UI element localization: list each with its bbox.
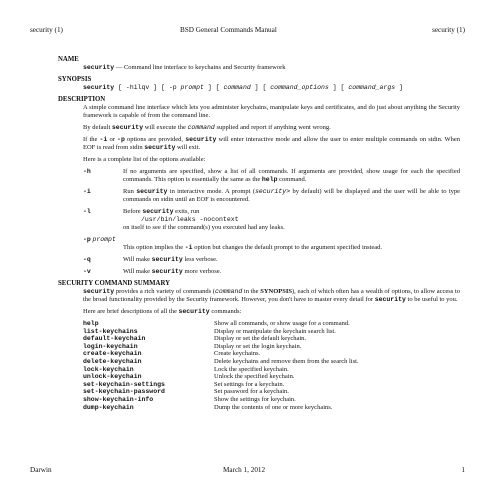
command-desc: Set settings for a keychain. <box>214 380 285 388</box>
command-row <box>83 396 460 404</box>
command-name: create-keychain <box>83 350 142 358</box>
command-row <box>83 388 460 396</box>
cmd-ref: security <box>374 296 406 303</box>
text-line: on itself to see if the command(s) you executed had any leaks. <box>123 224 285 231</box>
text: ), each of which often has a wealth of options, to allow access to the broad functionality provided by the Security framework. However, you don't have to master every detail for <box>83 288 461 303</box>
options-intro: Here is a complete list of the options available: <box>83 156 206 163</box>
text: more verbose. <box>182 268 222 275</box>
text: If the <box>83 136 100 143</box>
name-desc: — Command line interface to keychains and Security framework <box>114 64 286 71</box>
text: If no arguments are specified, show a list of all commands. If arguments are provided, show usage for each the specified commands. This option is essentially the same as the <box>123 168 460 183</box>
header-right: security (1) <box>432 26 465 34</box>
option-key: -p <box>83 236 91 243</box>
commands-intro <box>83 308 460 316</box>
cmd-ref: security <box>144 144 176 151</box>
prompt-ref: security> <box>254 188 291 195</box>
option-key: -i <box>83 188 91 195</box>
command-desc: Delete keychains and remove them from the search list. <box>214 357 359 365</box>
text: or <box>107 136 118 143</box>
command-list <box>60 320 460 411</box>
option-arg: prompt <box>92 236 116 243</box>
synopsis-line <box>83 84 460 92</box>
cmd-ref: security <box>111 124 144 131</box>
command-row <box>83 320 460 328</box>
text: will enter interactive mode and allow the user to enter multiple commands on stdin. When EOF is read from stdin <box>83 136 461 151</box>
command-ref: command <box>187 124 215 131</box>
command-row <box>83 366 460 374</box>
command-name: set-keychain-password <box>83 388 165 396</box>
command-name: dump-keychain <box>83 403 134 411</box>
option-desc <box>123 268 460 276</box>
text: This option implies the <box>123 244 185 251</box>
command-name: default-keychain <box>83 335 146 343</box>
command-desc: Set password for a keychain. <box>214 388 289 396</box>
command-row <box>83 381 460 389</box>
command-ref: command <box>214 288 243 295</box>
synopsis-sep: ] [ <box>203 84 224 91</box>
section-summary-heading: SECURITY COMMAND SUMMARY <box>58 280 171 287</box>
command-row <box>83 373 460 381</box>
text: Run <box>123 188 137 195</box>
header-center: BSD General Commands Manual <box>180 26 277 34</box>
page-footer <box>30 466 465 476</box>
flag-ref: -p <box>117 136 125 143</box>
command-row <box>83 343 460 351</box>
text: will execute the <box>143 124 188 131</box>
code-line: /usr/bin/leaks -nocontext <box>141 216 239 223</box>
synopsis-cmd: security <box>83 84 115 91</box>
description-paragraph: A simple command line interface which lets you administer keychains, manipulate keys and certificates, and do just about anything the Security framework is capable of from the command line. <box>83 104 460 119</box>
option-key: -l <box>83 208 91 215</box>
text: Before <box>123 208 143 215</box>
cmd-ref: security <box>136 188 168 195</box>
option-key: -h <box>83 168 91 175</box>
text: exits, run <box>173 208 200 215</box>
text: command. <box>277 176 307 183</box>
text: options are provided, <box>124 136 186 143</box>
summary-paragraph <box>83 288 460 304</box>
text: less verbose. <box>182 256 218 263</box>
command-name: lock-keychain <box>83 365 134 373</box>
text: Will make <box>123 268 152 275</box>
flag-ref: -i <box>99 136 108 143</box>
text: provides a rich variety of commands ( <box>114 288 215 295</box>
text: will exit. <box>175 144 201 151</box>
name-line <box>83 64 460 72</box>
synopsis-command: command <box>223 84 251 91</box>
cmd-ref: security <box>185 136 217 143</box>
text: supplied and report if anything went wrong. <box>214 124 331 131</box>
footer-left: Darwin <box>30 466 52 474</box>
page-body <box>60 56 460 411</box>
command-name: help <box>83 320 99 327</box>
synopsis-command-args: command_args <box>348 84 396 91</box>
section-synopsis-heading: SYNOPSIS <box>58 76 92 83</box>
section-name-heading: NAME <box>58 56 79 63</box>
synopsis-sep: ] [ <box>328 84 349 91</box>
footer-center: March 1, 2012 <box>223 466 266 474</box>
name-cmd: security <box>83 64 115 71</box>
option-desc <box>123 244 460 252</box>
option-key-line <box>83 236 460 244</box>
command-row <box>83 328 460 336</box>
text: option but changes the default prompt to the argument specified instead. <box>192 244 382 251</box>
option-key: -q <box>83 256 91 263</box>
option-key: -v <box>83 268 91 275</box>
cmd-ref: security <box>142 208 174 215</box>
text: in interactive mode. A prompt ( <box>167 188 255 195</box>
text: by default) will be displayed and the user will be able to type commands on stdin until an EOF is encountered. <box>123 188 460 203</box>
footer-right: 1 <box>461 466 465 474</box>
command-desc: Dump the contents of one or more keychains. <box>214 403 333 411</box>
text: Here are brief descriptions of all the <box>83 308 179 315</box>
command-desc: Show all commands, or show usage for a command. <box>214 320 350 327</box>
option-l <box>83 208 460 232</box>
cmd-ref: security <box>83 288 115 295</box>
command-row <box>83 350 460 358</box>
flag-ref: -i <box>184 244 193 251</box>
description-default-paragraph <box>83 124 460 132</box>
command-name: set-keychain-settings <box>83 380 165 388</box>
synopsis-command-options: command_options <box>270 84 329 91</box>
command-desc: Display or set the default keychain. <box>214 335 307 343</box>
text: commands: <box>209 308 242 315</box>
command-row <box>83 335 460 343</box>
synopsis-flags: [ -hilqv ] [ -p <box>114 84 181 91</box>
section-ref: SYNOPSIS <box>260 288 292 295</box>
command-row <box>83 404 460 412</box>
command-desc: Show the settings for keychain. <box>214 395 296 403</box>
synopsis-sep: ] [ <box>250 84 271 91</box>
header-left: security (1) <box>30 26 63 34</box>
option-desc <box>123 256 460 264</box>
command-name: list-keychains <box>83 327 138 335</box>
option-h <box>83 168 460 184</box>
description-interactive-paragraph <box>83 136 460 152</box>
option-p <box>83 236 460 252</box>
command-name: login-keychain <box>83 342 138 350</box>
page-header <box>30 26 465 36</box>
text-line <box>123 208 460 216</box>
text: to be useful to you. <box>405 296 458 303</box>
option-desc <box>123 188 460 204</box>
command-desc: Display or set the login keychain. <box>214 342 302 350</box>
cmd-ref: security <box>151 256 183 263</box>
command-row <box>83 358 460 366</box>
option-desc <box>123 168 460 184</box>
cmd-ref: security <box>151 268 183 275</box>
synopsis-sep: ] <box>395 84 403 91</box>
option-desc <box>123 208 460 232</box>
command-desc: Display or manipulate the keychain search list. <box>214 327 336 335</box>
command-desc: Lock the specified keychain. <box>214 365 289 373</box>
command-desc: Unlock the specified keychain. <box>214 373 295 381</box>
synopsis-prompt: prompt <box>180 84 204 91</box>
command-name: delete-keychain <box>83 357 142 365</box>
command-name: show-keychain-info <box>83 395 154 403</box>
cmd-ref: security <box>178 308 210 315</box>
option-i <box>83 188 460 204</box>
text: By default <box>83 124 112 131</box>
option-q <box>83 256 460 264</box>
option-v <box>83 268 460 276</box>
section-description-heading: DESCRIPTION <box>58 96 106 103</box>
cmd-ref: help <box>261 176 278 183</box>
command-desc: Create keychains. <box>214 350 261 358</box>
text: Will make <box>123 256 152 263</box>
command-name: unlock-keychain <box>83 373 142 381</box>
text: in the <box>242 288 261 295</box>
